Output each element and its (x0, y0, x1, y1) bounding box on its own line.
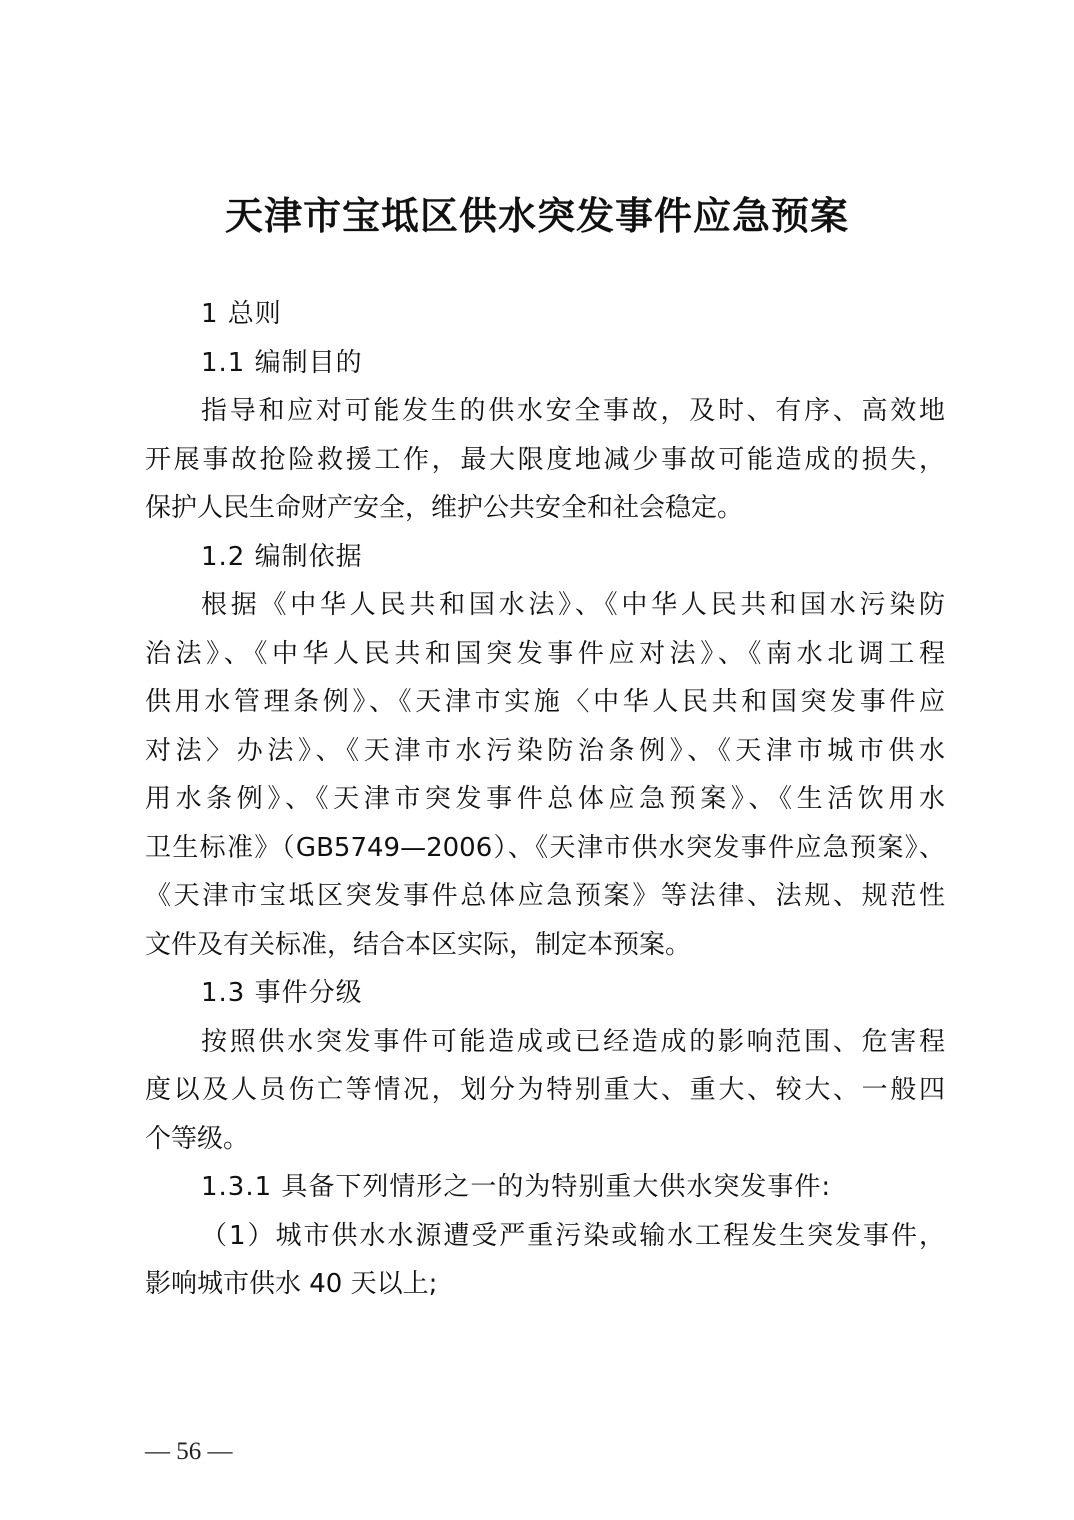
document-body (145, 290, 945, 1309)
section-heading-extraordinary: 1.3.1 具备下列情形之一的为特别重大供水突发事件: (201, 1172, 832, 1202)
paragraph-line: 文件及有关标准，结合本区实际，制定本预案。 (145, 929, 692, 960)
section-heading-classification: 1.3 事件分级 (201, 978, 363, 1008)
paragraph-line: 供用水管理条例》、《天津市实施〈中华人民共和国突发事件应 (145, 687, 945, 717)
section-heading-purpose: 1.1 编制目的 (201, 347, 363, 378)
paragraph-line: 个等级。 (145, 1123, 250, 1154)
paragraph-line: 保护人民生命财产安全，维护公共安全和社会稳定。 (145, 493, 744, 523)
paragraph-line: 对法〉办法》、《天津市水污染防治条例》、《天津市城市供水 (145, 735, 945, 766)
paragraph-line: 卫生标准》（GB5749—2006）、《天津市供水突发事件应急预案》、 (145, 832, 945, 863)
section-heading-basis: 1.2 编制依据 (201, 541, 363, 572)
paragraph-line: 用水条例》、《天津市突发事件总体应急预案》、《生活饮用水 (145, 784, 945, 814)
paragraph-line: 根据《中华人民共和国水法》、《中华人民共和国水污染防 (201, 590, 945, 620)
paragraph-line: 开展事故抢险救援工作，最大限度地减少事故可能造成的损失， (145, 444, 945, 475)
page-number: — 56 — (145, 1438, 233, 1465)
paragraph-line: 治法》、《中华人民共和国突发事件应对法》、《南水北调工程 (145, 638, 945, 669)
document-title: 天津市宝坻区供水突发事件应急预案 (224, 193, 849, 238)
paragraph-line: 度以及人员伤亡等情况，划分为特别重大、重大、较大、一般四 (145, 1075, 945, 1105)
paragraph-line: 指导和应对可能发生的供水安全事故，及时、有序、高效地 (201, 396, 945, 426)
paragraph-line: 影响城市供水 40 天以上; (145, 1269, 438, 1299)
paragraph-line: 按照供水突发事件可能造成或已经造成的影响范围、危害程 (201, 1026, 945, 1057)
paragraph-line: 《天津市宝坻区突发事件总体应急预案》等法律、法规、规范性 (145, 881, 945, 911)
paragraph-line: （1）城市供水水源遭受严重污染或输水工程发生突发事件， (201, 1220, 945, 1251)
section-heading-general: 1 总则 (201, 299, 282, 329)
